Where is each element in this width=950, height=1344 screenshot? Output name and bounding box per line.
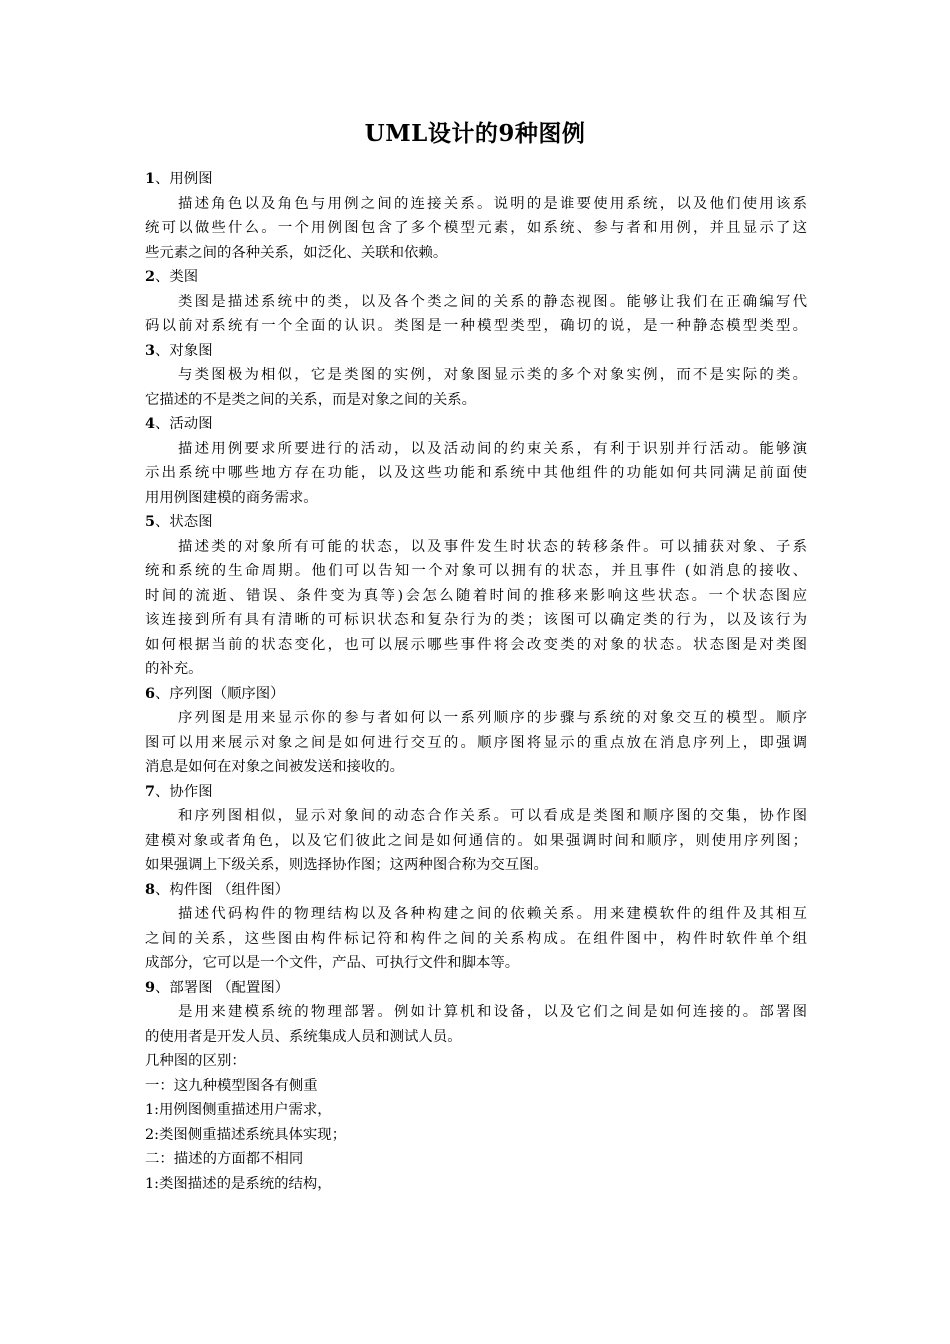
document-body bbox=[145, 167, 807, 1196]
paragraph-line: 图可以用来展示对象之间是如何进行交互的。顺序图将显示的重点放在消息序列上，即强调 bbox=[145, 734, 807, 751]
paragraph-line: 的使用者是开发人员、系统集成人员和测试人员。 bbox=[145, 1028, 462, 1045]
paragraph-line: 它描述的不是类之间的关系，而是对象之间的关系。 bbox=[145, 391, 476, 408]
paragraph-line: 与类图极为相似，它是类图的实例，对象图显示类的多个对象实例，而不是实际的类。 bbox=[178, 367, 807, 383]
paragraph-line: 如何根据当前的状态变化，也可以展示哪些事件将会改变类的对象的状态。状态图是对类图 bbox=[145, 636, 807, 653]
section-heading-8 bbox=[145, 878, 807, 903]
section-title: 、用例图 bbox=[155, 171, 213, 187]
differences-line: 二：描述的方面都不相同 bbox=[145, 1151, 304, 1167]
section-title: 、部署图 （配置图） bbox=[155, 979, 290, 996]
section-heading-7 bbox=[145, 780, 807, 805]
section-number: 4 bbox=[145, 415, 156, 432]
paragraph-line: 建模对象或者角色，以及它们彼此之间是如何通信的。如果强调时间和顺序，则使用序列图； bbox=[145, 832, 807, 849]
paragraph-line: 成部分，它可以是一个文件，产品、可执行文件和脚本等。 bbox=[145, 955, 520, 971]
differences-line: 2:类图侧重描述系统具体实现； bbox=[145, 1126, 347, 1143]
section-title: 、序列图（顺序图） bbox=[155, 685, 285, 702]
section-heading-2 bbox=[145, 265, 807, 290]
section-heading-4 bbox=[145, 412, 807, 437]
paragraph-line: 统可以做些什么。一个用例图包含了多个模型元素，如系统、参与者和用例，并且显示了这 bbox=[145, 220, 807, 236]
section-number: 8 bbox=[145, 880, 156, 898]
section-number: 3 bbox=[145, 341, 156, 359]
section-heading-5 bbox=[145, 510, 807, 535]
section-title: 、构件图 （组件图） bbox=[155, 881, 290, 898]
differences-line: 一：这九种模型图各有侧重 bbox=[145, 1077, 318, 1094]
paragraph-line: 示出系统中哪些地方存在功能，以及这些功能和系统中其他组件的功能如何共同满足前面使 bbox=[145, 465, 807, 481]
paragraph-line: 用用例图建模的商务需求。 bbox=[145, 489, 318, 506]
section-number: 2 bbox=[145, 268, 156, 285]
paragraph-line: 描述代码构件的物理结构以及各种构建之间的依赖关系。用来建模软件的组件及其相互 bbox=[178, 906, 807, 922]
paragraph-line: 时间的流逝、错误、条件变为真等)会怎么随着时间的推移来影响这些状态。一个状态图应 bbox=[145, 587, 807, 604]
differences-heading: 几种图的区别： bbox=[145, 1053, 246, 1069]
paragraph-line: 之间的关系，这些图由构件标记符和构件之间的关系构成。在组件图中，构件时软件单个组 bbox=[145, 930, 807, 947]
section-number: 1 bbox=[145, 170, 156, 187]
differences-line: 1:类图描述的是系统的结构， bbox=[145, 1175, 332, 1192]
paragraph-line: 类图是描述系统中的类，以及各个类之间的关系的静态视图。能够让我们在正确编写代 bbox=[178, 293, 807, 310]
section-number: 7 bbox=[145, 782, 156, 800]
section-title: 、类图 bbox=[155, 269, 199, 285]
section-title: 、协作图 bbox=[155, 783, 213, 800]
paragraph-line: 些元素之间的各种关系，如泛化、关联和依赖。 bbox=[145, 244, 448, 261]
section-title: 、状态图 bbox=[155, 514, 213, 530]
paragraph-line: 描述角色以及角色与用例之间的连接关系。说明的是谁要使用系统，以及他们使用该系 bbox=[178, 195, 807, 212]
paragraph-line: 该连接到所有具有清晰的可标识状态和复杂行为的类；该图可以确定类的行为，以及该行为 bbox=[145, 612, 807, 628]
section-title: 、活动图 bbox=[155, 416, 213, 432]
paragraph-line: 描述类的对象所有可能的状态，以及事件发生时状态的转移条件。可以捕获对象、子系 bbox=[178, 538, 807, 555]
page-title: UML设计的9种图例 bbox=[364, 120, 586, 147]
section-heading-1 bbox=[145, 167, 807, 192]
paragraph-line: 是用来建模系统的物理部署。例如计算机和设备，以及它们之间是如何连接的。部署图 bbox=[178, 1004, 807, 1020]
paragraph-line: 如果强调上下级关系，则选择协作图；这两种图合称为交互图。 bbox=[145, 857, 548, 873]
paragraph-line: 码以前对系统有一个全面的认识。类图是一种模型类型，确切的说，是一种静态模型类型。 bbox=[145, 318, 807, 334]
paragraph-line: 的补充。 bbox=[145, 661, 203, 677]
section-title: 、对象图 bbox=[155, 342, 213, 359]
differences-line: 1:用例图侧重描述用户需求， bbox=[145, 1102, 332, 1118]
paragraph-line: 消息是如何在对象之间被发送和接收的。 bbox=[145, 759, 405, 775]
section-heading-9 bbox=[145, 976, 807, 1001]
paragraph-line: 描述用例要求所要进行的活动，以及活动间的约束关系，有利于识别并行活动。能够演 bbox=[178, 440, 807, 457]
section-number: 5 bbox=[145, 513, 156, 530]
section-number: 9 bbox=[145, 978, 156, 996]
paragraph-line: 和序列图相似，显示对象间的动态合作关系。可以看成是类图和顺序图的交集，协作图 bbox=[178, 808, 807, 824]
section-heading-6 bbox=[145, 682, 807, 707]
section-heading-3 bbox=[145, 339, 807, 364]
paragraph-line: 统和系统的生命周期。他们可以告知一个对象可以拥有的状态，并且事件 (如消息的接收、 bbox=[145, 563, 807, 579]
paragraph-line: 序列图是用来显示你的参与者如何以一系列顺序的步骤与系统的对象交互的模型。顺序 bbox=[178, 710, 807, 726]
section-number: 6 bbox=[145, 684, 156, 702]
